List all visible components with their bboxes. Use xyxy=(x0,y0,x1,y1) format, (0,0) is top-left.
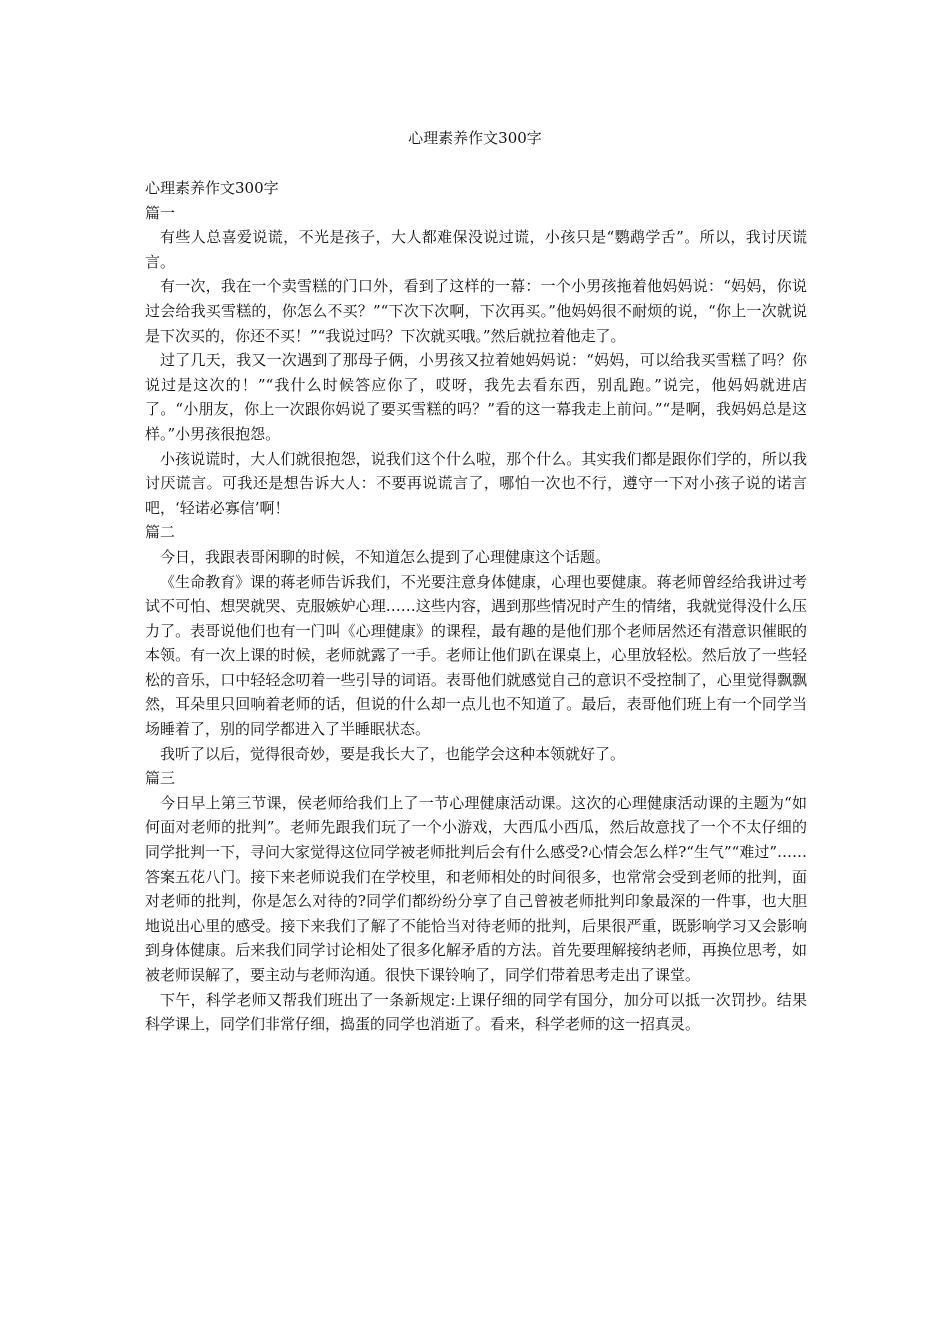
paragraph: 《生命教育》课的蒋老师告诉我们，不光要注意身体健康，心理也要健康。蒋老师曾经给我讲过考试不可怕、想哭就哭、克服嫉妒心理……这些内容，遇到那些情况时产生的情绪，我就觉得没什么压力了。表哥说他们也有一门叫《心理健康》的课程，最有趣的是他们那个老师居然还有潜意识催眠的本领。有一次上课的时候，老师就露了一手。老师让他们趴在课桌上，心里放轻松。然后放了一些轻松的音乐，口中轻轻念叨着一些引导的词语。表哥他们就感觉自己的意识不受控制了，心里觉得飘飘然，耳朵里只回响着老师的话，但说的什么却一点儿也不知道了。最后，表哥他们班上有一个同学当场睡着了，别的同学都进入了半睡眠状态。 xyxy=(145,572,807,739)
section-heading-2: 篇二 xyxy=(145,523,176,542)
document-title: 心理素养作文300字 xyxy=(408,129,542,147)
section-heading-1: 篇一 xyxy=(145,203,176,222)
document-subtitle: 心理素养作文300字 xyxy=(145,179,279,197)
document-body xyxy=(145,176,807,1037)
paragraph: 我听了以后，觉得很奇妙，要是我长大了，也能学会这种本领就好了。 xyxy=(160,744,626,763)
paragraph: 下午，科学老师又帮我们班出了一条新规定:上课仔细的同学有国分，加分可以抵一次罚抄。结果科学课上，同学们非常仔细，捣蛋的同学也消逝了。看来，科学老师的这一招真灵。 xyxy=(145,990,807,1034)
paragraph: 过了几天，我又一次遇到了那母子俩，小男孩又拉着她妈妈说：“妈妈，可以给我买雪糕了吗？你说过是这次的！”“我什么时候答应你了，哎呀，我先去看东西，别乱跑。”说完，他妈妈就进店了。“小朋友，你上一次跟你妈说了要买雪糕的吗？”看的这一幕我走上前问。”“是啊，我妈妈总是这样。”小男孩很抱怨。 xyxy=(145,351,807,443)
paragraph: 今日早上第三节课，侯老师给我们上了一节心理健康活动课。这次的心理健康活动课的主题为“如何面对老师的批判”。老师先跟我们玩了一个小游戏，大西瓜小西瓜，然后故意找了一个不太仔细的同学批判一下，寻问大家觉得这位同学被老师批判后会有什么感受?心情会怎么样?“生气”“难过”……答案五花八门。接下来老师说我们在学校里，和老师相处的时间很多，也常常会受到老师的批判，面对老师的批判，你是怎么对待的?同学们都纷纷分享了自己曾被老师批判印象最深的一件事，也大胆地说出心里的感受。接下来我们了解了不能恰当对待老师的批判，后果很严重，既影响学习又会影响到身体健康。后来我们同学讨论相处了很多化解矛盾的方法。首先要理解接纳老师，再换位思考，如被老师误解了，要主动与老师沟通。很快下课铃响了，同学们带着思考走出了课堂。 xyxy=(145,793,807,984)
paragraph: 有一次，我在一个卖雪糕的门口外，看到了这样的一幕：一个小男孩拖着他妈妈说：“妈妈，你说过会给我买雪糕的，你怎么不买？”“下次下次啊，下次再买。”他妈妈很不耐烦的说，“你上一次就说是下次买的，你还不买！”“我说过吗？下次就买哦。”然后就拉着他走了。 xyxy=(145,277,807,345)
paragraph: 有些人总喜爱说谎，不光是孩子，大人都难保没说过谎，小孩只是“鹦鹉学舌”。所以，我讨厌谎言。 xyxy=(145,228,807,271)
paragraph: 今日，我跟表哥闲聊的时候，不知道怎么提到了心理健康这个话题。 xyxy=(160,547,611,566)
section-heading-3: 篇三 xyxy=(145,769,176,788)
paragraph: 小孩说谎时，大人们就很抱怨，说我们这个什么啦，那个什么。其实我们都是跟你们学的，所以我讨厌谎言。可我还是想告诉大人：不要再说谎言了，哪怕一次也不行，遵守一下对小孩子说的诺言吧，‘轻诺必寡信’啊！ xyxy=(145,449,807,517)
